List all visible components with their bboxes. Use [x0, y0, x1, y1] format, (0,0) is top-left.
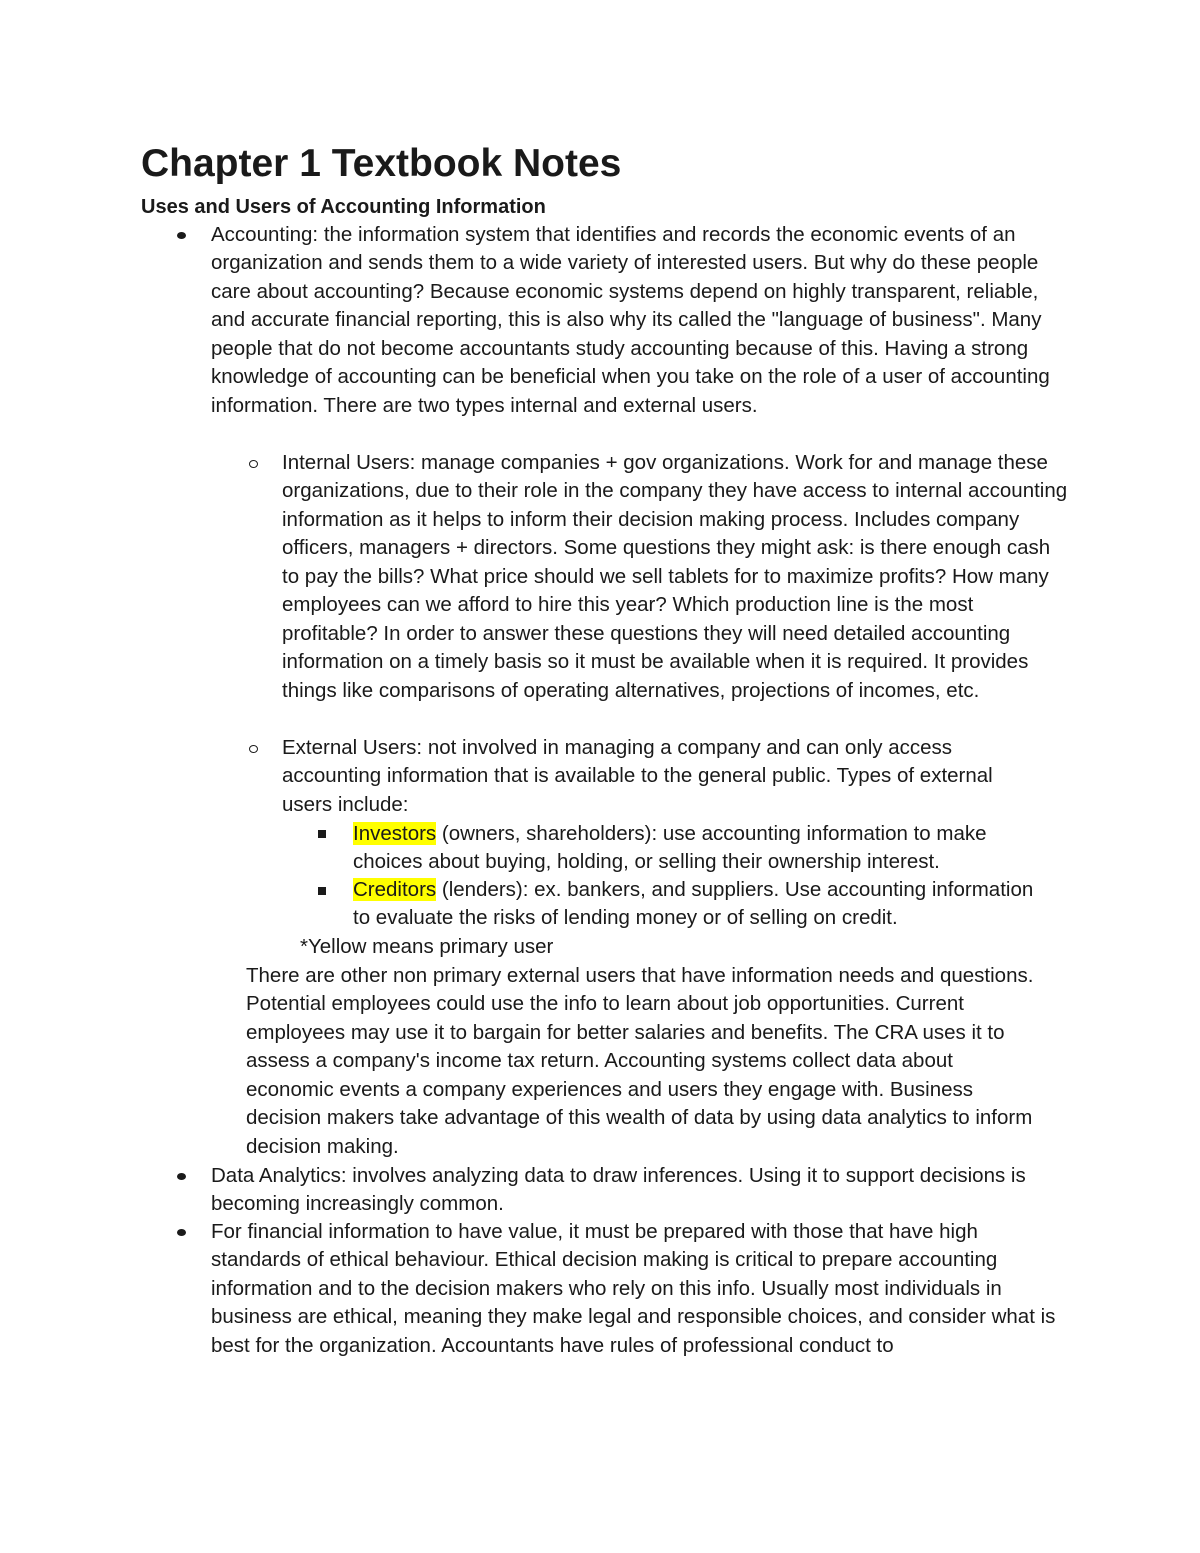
paragraph-other-users: There are other non primary external users that have information needs and questions. Potential employees could use the info to learn about job opportunities. Current employees may use it to bargain for better salaries and benefits. The CRA uses it to assess a company's income tax return. Accounting systems collect data about economic events a company experiences and users they engage with. Business decision makers take advantage of this wealth of data by using data analytics to inform decision making. — [246, 964, 1034, 1158]
section-heading: Uses and Users of Accounting Information — [141, 196, 546, 218]
highlighted-term-creditors: Creditors — [353, 878, 437, 901]
list-item-data-analytics: Data Analytics: involves analyzing data to draw inferences. Using it to support decisions is becoming increasingly common. — [211, 1164, 1026, 1216]
highlighted-term-investors: Investors — [353, 822, 437, 845]
bullet-dot-icon — [177, 1229, 186, 1236]
yellow-note: *Yellow means primary user — [300, 935, 554, 958]
list-item-internal-users: Internal Users: manage companies + gov organizations. Work for and manage these organizations, due to their role in the company they have access to internal accounting information as it helps to inform their decision making process. Includes company officers, managers + directors. Some questions they might ask: is there enough cash to pay the bills? What price should we sell tablets for to maximize profits? How many employees can we afford to hire this year? Which production line is the most profitable? In order to answer these questions they will need detailed accounting information on a timely basis so it must be available when it is required. It provides things like comparisons of operating alternatives, projections of incomes, etc. — [282, 451, 1068, 702]
bullet-dot-icon — [177, 232, 186, 239]
investors-description: (owners, shareholders): use accounting information to make choices about buying, holding, or selling their ownership interest. — [353, 822, 987, 874]
bullet-circle-icon — [249, 745, 258, 753]
list-item-creditors — [353, 876, 1053, 933]
list-item-ethics: For financial information to have value, it must be prepared with those that have high standards of ethical behaviour. Ethical decision making is critical to prepare accounting information and to the decision makers who rely on this info. Usually most individuals in business are ethical, meaning they make legal and responsible choices, and consider what is best for the organization. Accountants have rules of professional conduct to — [211, 1220, 1056, 1357]
list-item-external-users: External Users: not involved in managing a company and can only access accounting information that is available to the general public. Types of external users include: — [282, 736, 993, 816]
bullet-dot-icon — [177, 1173, 186, 1180]
list-item-investors — [353, 820, 1053, 877]
page-title: Chapter 1 Textbook Notes — [141, 142, 622, 185]
list-item-accounting: Accounting: the information system that identifies and records the economic events of an organization and sends them to a wide variety of interested users. But why do these people care about accounting? Because economic systems depend on highly transparent, reliable, and accurate financial reporting, this is also why its called the "language of business". Many people that do not become accountants study accounting because of this. Having a strong knowledge of accounting can be beneficial when you take on the role of a user of accounting information. There are two types internal and external users. — [211, 223, 1050, 417]
creditors-description: (lenders): ex. bankers, and suppliers. Use accounting information to evaluate the risks of lending money or of selling on credit. — [353, 878, 1034, 930]
bullet-circle-icon — [249, 460, 258, 468]
bullet-square-icon — [318, 830, 326, 838]
bullet-square-icon — [318, 887, 326, 895]
